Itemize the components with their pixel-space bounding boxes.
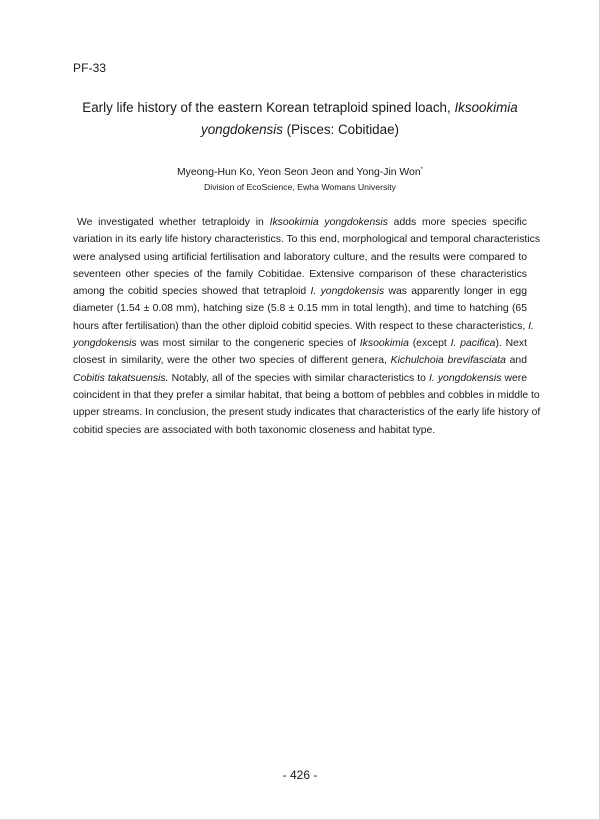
poster-code: PF-33 <box>73 61 107 75</box>
abstract-text: were <box>501 372 527 384</box>
abstract-text: was most similar to the congeneric species of <box>136 338 360 350</box>
abstract-line <box>73 231 541 248</box>
abstract-italic-text: Iksookimia <box>359 338 409 350</box>
abstract-line <box>73 335 527 352</box>
abstract-line <box>73 318 534 335</box>
abstract-text: and <box>505 355 527 367</box>
abstract-line <box>73 214 527 231</box>
title-line-1 <box>60 97 540 119</box>
abstract-text: closest in similarity, were the other two species of different genera, <box>73 355 391 367</box>
abstract-text: adds more species specific <box>387 217 527 228</box>
abstract-line <box>73 387 540 404</box>
abstract-text: were analysed using artificial fertilisation and laboratory culture, and the results were compared to <box>73 251 527 263</box>
corresponding-author-mark: * <box>420 167 423 173</box>
title-genus: Iksookimia <box>454 100 518 115</box>
title-text: Early life history of the eastern Korean tetraploid spined loach, <box>82 100 455 115</box>
abstract-italic-text: I. yongdokensis <box>310 286 385 298</box>
abstract-text: ). Next <box>495 338 527 350</box>
abstract-line <box>73 370 527 387</box>
abstract-text: (except <box>408 338 451 350</box>
abstract-text: diameter (1.54 ± 0.08 mm), hatching size (5.8 ± 0.15 mm in total length), and time to hatching (65 <box>73 303 527 315</box>
title-family: (Pisces: Cobitidae) <box>282 122 399 137</box>
abstract-text: cobitid species are associated with both taxonomic closeness and habitat type. <box>73 424 436 436</box>
abstract-text: among the cobitid species showed that tetraploid <box>73 286 311 298</box>
author-names: Myeong-Hun Ko, Yeon Seon Jeon and Yong-Jin Won <box>177 167 421 178</box>
title-species: yongdokensis <box>201 122 283 137</box>
affiliation: Division of EcoScience, Ewha Womans University <box>203 182 396 192</box>
abstract-italic-text: Cobitis takatsuensis. <box>73 372 169 384</box>
abstract-italic-text: Iksookimia yongdokensis <box>269 217 388 228</box>
abstract-line <box>73 422 527 439</box>
title-line-2 <box>60 119 540 141</box>
page-number: - 426 - <box>282 768 318 782</box>
abstract-italic-text: I. pacifica <box>450 338 496 350</box>
abstract-text: variation in its early life history characteristics. To this end, morphological and temporal characteristics <box>73 234 541 246</box>
abstract-italic-text: I. <box>528 320 534 332</box>
abstract-text: seventeen other species of the family Cobitidae. Extensive comparison of these characteristics <box>73 268 527 280</box>
abstract-text: hours after fertilisation) than the other diploid cobitid species. With respect to these characteristics, <box>73 320 529 332</box>
abstract-line <box>73 283 527 300</box>
abstract-text: upper streams. In conclusion, the present study indicates that characteristics of the early life history of <box>73 407 541 419</box>
abstract-text: was apparently longer in egg <box>384 286 527 298</box>
paper-title <box>60 97 540 141</box>
abstract-line <box>73 266 527 283</box>
abstract-line <box>73 300 527 317</box>
abstract-line <box>73 404 541 421</box>
abstract-text: Notably, all of the species with similar characteristics to <box>168 372 429 384</box>
abstract-line <box>73 352 527 369</box>
abstract-body <box>73 214 541 439</box>
abstract-line <box>73 249 527 266</box>
abstract-italic-text: I. yongdokensis <box>428 372 502 384</box>
abstract-italic-text: Kichulchoia brevifasciata <box>390 355 506 367</box>
abstract-italic-text: yongdokensis <box>73 338 137 350</box>
author-list <box>60 166 540 180</box>
abstract-text: coincident in that they prefer a similar habitat, that being a bottom of pebbles and cobbles in middle to <box>73 389 540 401</box>
abstract-text: We investigated whether tetraploidy in <box>77 217 270 228</box>
